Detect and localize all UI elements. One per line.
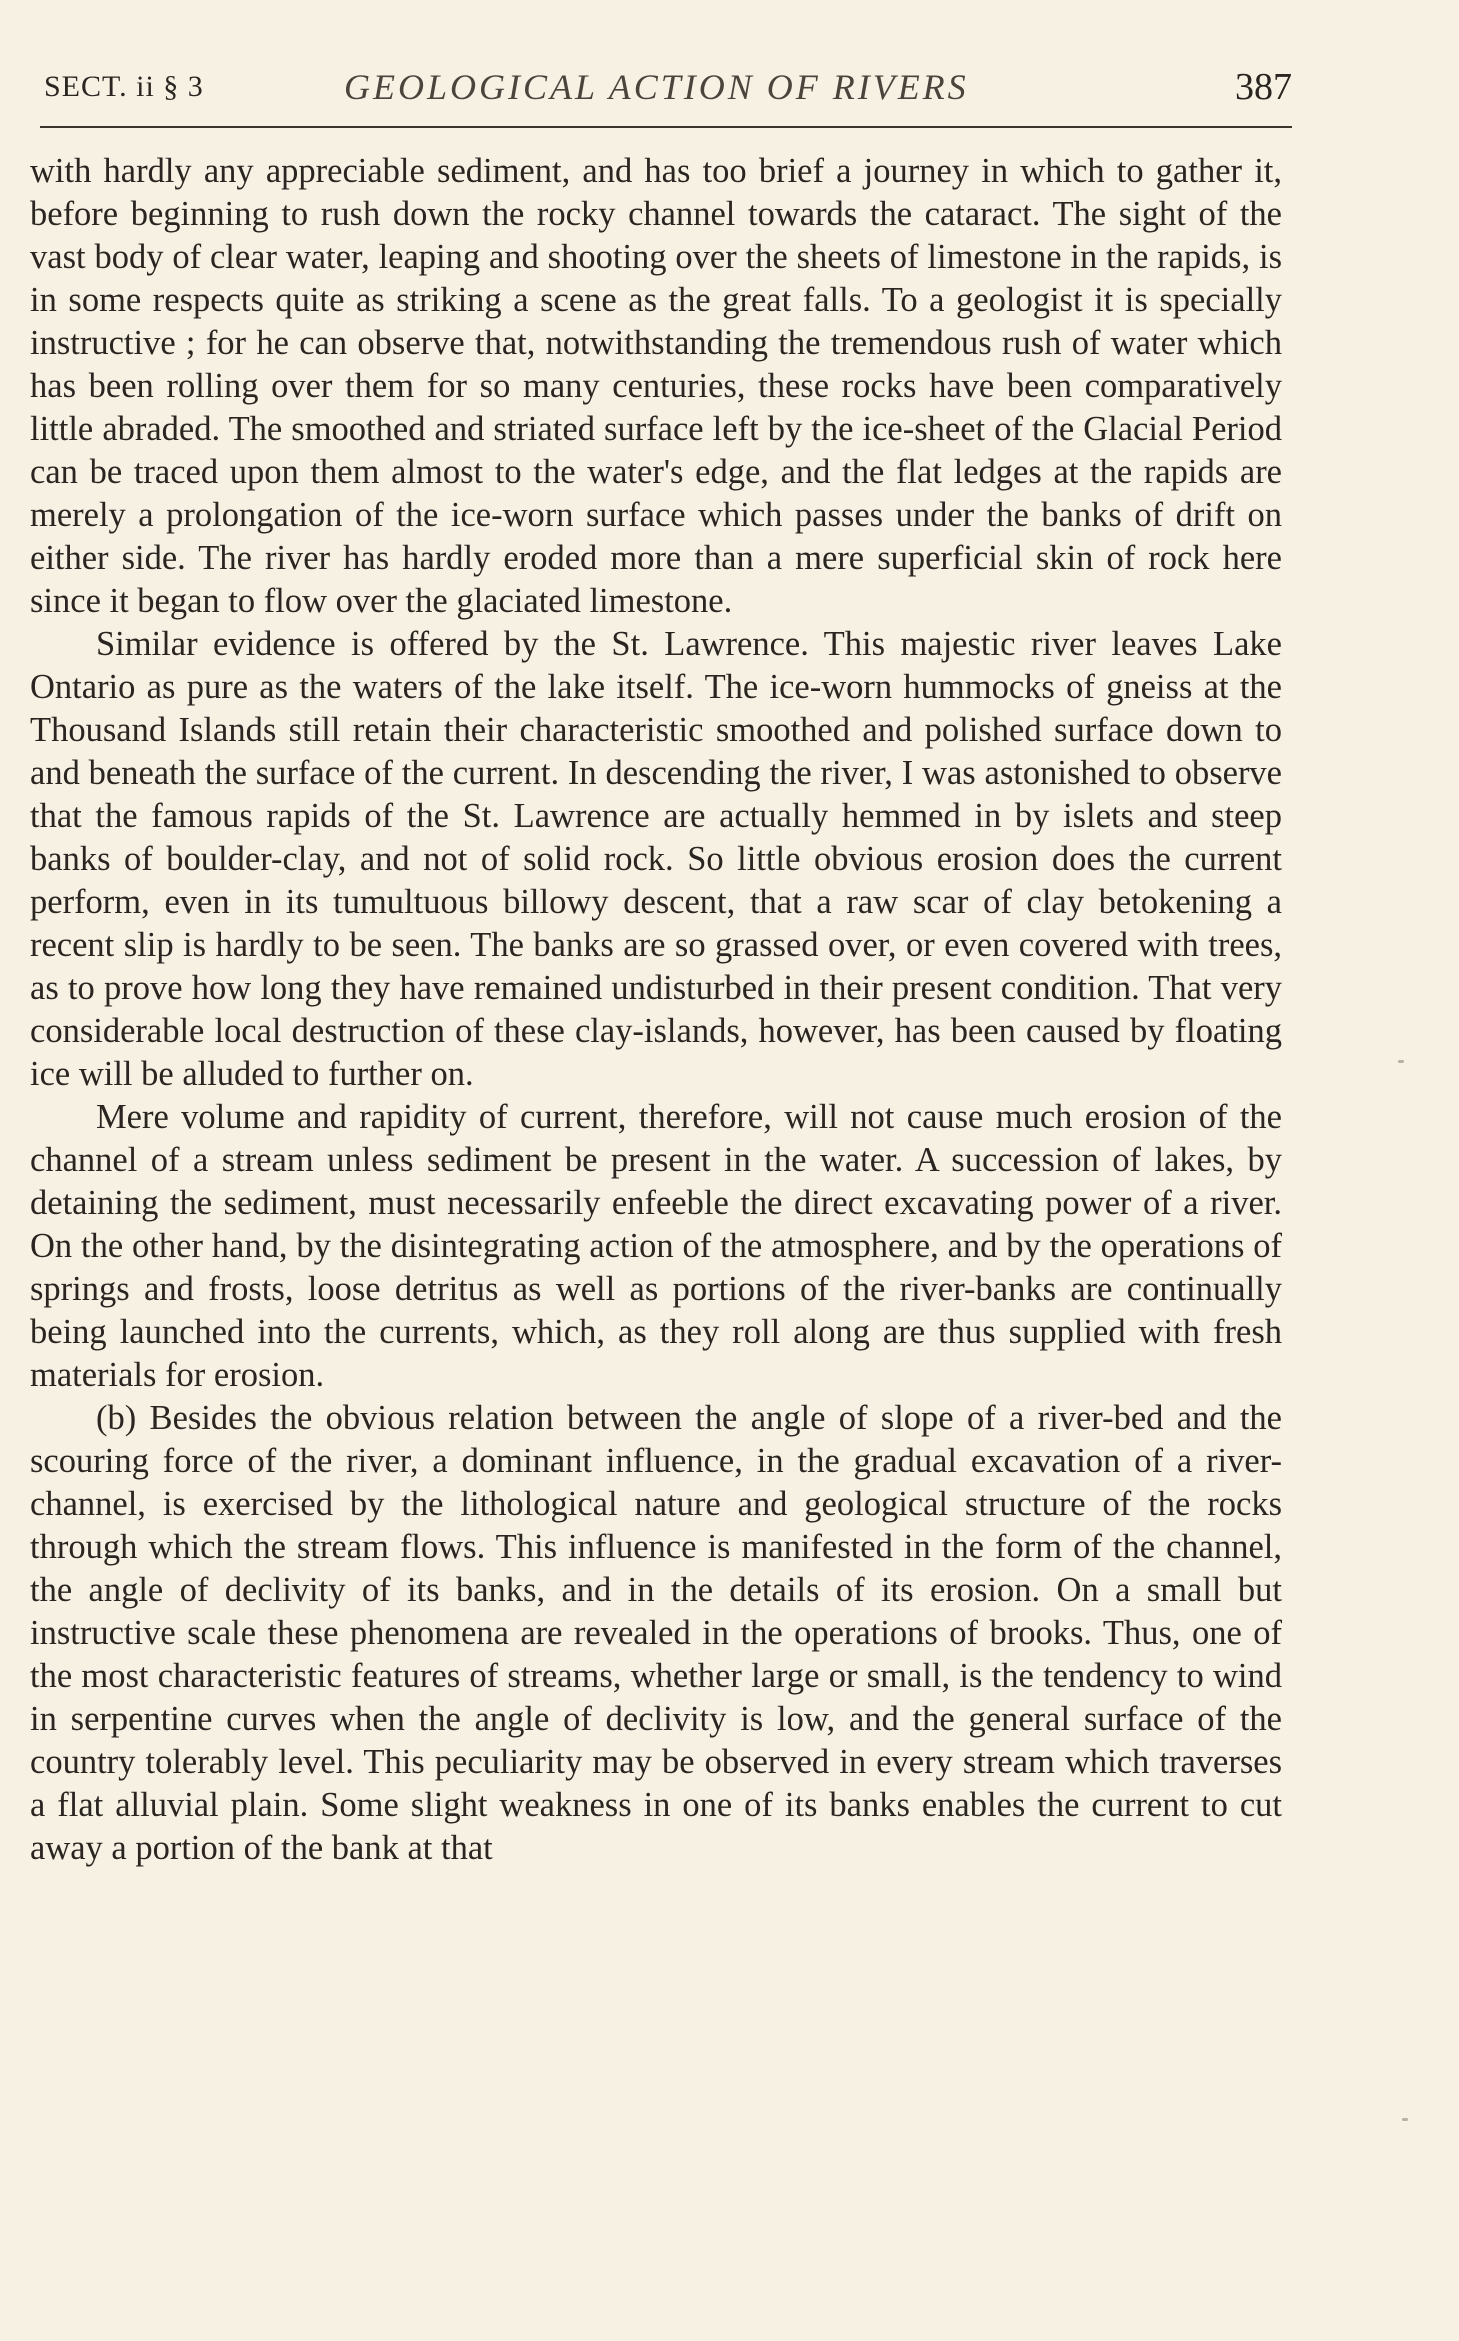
- section-reference: SECT. ii § 3: [44, 70, 204, 103]
- body-text: [30, 150, 1282, 1870]
- paragraph-2: Similar evidence is offered by the St. Lawrence. This majestic river leaves Lake Ontario as pure as the waters of the lake itself. The ice-worn hummocks of gneiss at the Thousand Islands still retain their characteristic smoothed and polished surface down to and beneath the surface of the current. In descending the river, I was astonished to observe that the famous rapids of the St. Lawrence are actually hemmed in by islets and steep banks of boulder-clay, and not of solid rock. So little obvious erosion does the current perform, even in its tumultuous billowy descent, that a raw scar of clay betokening a recent slip is hardly to be seen. The banks are so grassed over, or even covered with trees, as to prove how long they have remained undisturbed in their present condition. That very considerable local destruction of these clay-islands, however, has been caused by floating ice will be alluded to further on.: [30, 625, 1282, 1093]
- paper-speck: [1398, 1060, 1404, 1063]
- paper-speck: [1402, 2118, 1408, 2121]
- paragraph-3: Mere volume and rapidity of current, therefore, will not cause much erosion of the channel of a stream unless sediment be present in the water. A succession of lakes, by detaining the sediment, must necessarily enfeeble the direct excavating power of a river. On the other hand, by the disintegrating action of the atmosphere, and by the operations of springs and frosts, loose detritus as well as portions of the river-banks are continually being launched into the currents, which, as they roll along are thus supplied with fresh materials for erosion.: [30, 1098, 1282, 1394]
- page-number: 387: [1235, 66, 1292, 108]
- running-title: GEOLOGICAL ACTION OF RIVERS: [344, 67, 969, 107]
- page-header: [44, 62, 1292, 112]
- paragraph-4: (b) Besides the obvious relation between the angle of slope of a river-bed and the scouring force of the river, a dominant influence, in the gradual excavation of a river-channel, is exercised by the lithological nature and geological structure of the rocks through which the stream flows. This influence is manifested in the form of the channel, the angle of declivity of its banks, and in the details of its erosion. On a small but instructive scale these phenomena are revealed in the operations of brooks. Thus, one of the most characteristic features of streams, whether large or small, is the tendency to wind in serpentine curves when the angle of declivity is low, and the general surface of the country tolerably level. This peculiarity may be observed in every stream which traverses a flat alluvial plain. Some slight weakness in one of its banks enables the current to cut away a portion of the bank at that: [30, 1399, 1282, 1867]
- header-rule: [40, 126, 1292, 128]
- paragraph-1: with hardly any appreciable sediment, and has too brief a journey in which to gather it, before beginning to rush down the rocky channel towards the cataract. The sight of the vast body of clear water, leaping and shooting over the sheets of limestone in the rapids, is in some respects quite as striking a scene as the great falls. To a geologist it is specially instructive ; for he can observe that, notwithstanding the tremendous rush of water which has been rolling over them for so many centuries, these rocks have been comparatively little abraded. The smoothed and striated surface left by the ice-sheet of the Glacial Period can be traced upon them almost to the water's edge, and the flat ledges at the rapids are merely a prolongation of the ice-worn surface which passes under the banks of drift on either side. The river has hardly eroded more than a mere superficial skin of rock here since it began to flow over the glaciated limestone.: [30, 152, 1282, 620]
